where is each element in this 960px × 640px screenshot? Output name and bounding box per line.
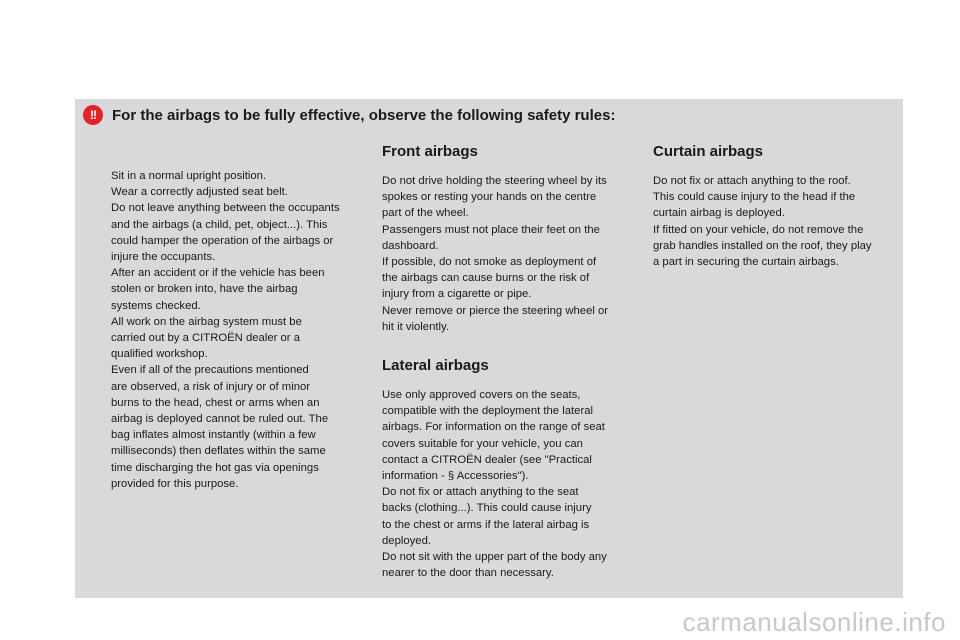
- text-line: contact a CITROËN dealer (see "Practical: [382, 453, 592, 466]
- curtain-column: [653, 143, 901, 270]
- text-line: to the chest or arms if the lateral airbag is: [382, 518, 590, 531]
- panel-header: [83, 105, 615, 125]
- panel-title: For the airbags to be fully effective, observe the following safety rules:: [112, 106, 616, 124]
- text-line: Do not drive holding the steering wheel by its: [382, 175, 607, 187]
- lateral-airbags-heading: Lateral airbags: [382, 357, 489, 375]
- front-airbags-text: [382, 173, 634, 335]
- watermark: carmanualsonline.info: [682, 607, 946, 637]
- general-rules-column: [111, 168, 359, 492]
- text-line: stolen or broken into, have the airbag: [111, 283, 298, 296]
- text-line: Do not fix or attach anything to the seat: [382, 486, 579, 499]
- text-line: spokes or resting your hands on the centre: [382, 191, 597, 204]
- text-line: Wear a correctly adjusted seat belt.: [111, 186, 288, 199]
- text-line: deployed.: [382, 534, 431, 547]
- text-line: are observed, a risk of injury or of minor: [111, 380, 311, 393]
- text-line: part of the wheel.: [382, 207, 469, 220]
- front-lateral-column: [382, 143, 634, 581]
- text-line: burns to the head, chest or arms when an: [111, 396, 320, 409]
- text-line: time discharging the hot gas via openings: [111, 461, 319, 474]
- general-rules-text: [111, 168, 359, 492]
- text-line: injury from a cigarette or pipe.: [382, 288, 532, 301]
- text-line: compatible with the deployment the lateral: [382, 405, 593, 418]
- text-line: Do not sit with the upper part of the body any: [382, 551, 607, 564]
- text-line: carried out by a CITROËN dealer or a: [111, 332, 300, 345]
- text-line: injure the occupants.: [111, 251, 216, 264]
- text-line: Even if all of the precautions mentioned: [111, 364, 309, 377]
- text-line: a part in securing the curtain airbags.: [653, 256, 839, 269]
- text-line: nearer to the door than necessary.: [382, 567, 554, 580]
- lateral-airbags-text: [382, 387, 634, 581]
- text-line: grab handles installed on the roof, they play: [653, 239, 872, 252]
- text-line: airbag is deployed cannot be ruled out. The: [111, 413, 329, 426]
- text-line: curtain airbag is deployed.: [653, 207, 785, 220]
- text-line: Do not leave anything between the occupants: [111, 202, 340, 215]
- text-line: After an accident or if the vehicle has been: [111, 267, 325, 280]
- text-line: If fitted on your vehicle, do not remove the: [653, 223, 864, 236]
- curtain-airbags-heading: Curtain airbags: [653, 143, 764, 160]
- text-line: This could cause injury to the head if the: [653, 191, 856, 204]
- text-line: milliseconds) then deflates within the same: [111, 445, 326, 458]
- text-line: All work on the airbag system must be: [111, 315, 302, 328]
- curtain-airbags-text: [653, 173, 901, 270]
- text-line: could hamper the operation of the airbags or: [111, 234, 334, 247]
- text-line: Never remove or pierce the steering wheel or: [382, 304, 609, 317]
- text-line: airbags. For information on the range of seat: [382, 421, 605, 434]
- text-line: Sit in a normal upright position.: [111, 170, 267, 182]
- text-line: dashboard.: [382, 239, 439, 252]
- text-line: If possible, do not smoke as deployment of: [382, 256, 597, 269]
- text-line: systems checked.: [111, 299, 201, 312]
- text-line: qualified workshop.: [111, 348, 208, 361]
- text-line: bag inflates almost instantly (within a few: [111, 429, 316, 442]
- text-line: hit it violently.: [382, 320, 449, 333]
- text-line: Use only approved covers on the seats,: [382, 389, 581, 402]
- safety-rules-panel: [75, 99, 903, 598]
- text-line: Passengers must not place their feet on the: [382, 223, 600, 236]
- text-line: provided for this purpose.: [111, 477, 239, 490]
- warning-icon: !!: [83, 105, 103, 125]
- text-line: information - § Accessories").: [382, 470, 529, 483]
- text-line: backs (clothing...). This could cause injury: [382, 502, 592, 515]
- text-line: Do not fix or attach anything to the roof.: [653, 175, 851, 187]
- text-line: the airbags can cause burns or the risk of: [382, 272, 590, 285]
- front-airbags-heading: Front airbags: [382, 143, 478, 160]
- text-line: covers suitable for your vehicle, you can: [382, 437, 583, 450]
- text-line: and the airbags (a child, pet, object...). This: [111, 218, 328, 231]
